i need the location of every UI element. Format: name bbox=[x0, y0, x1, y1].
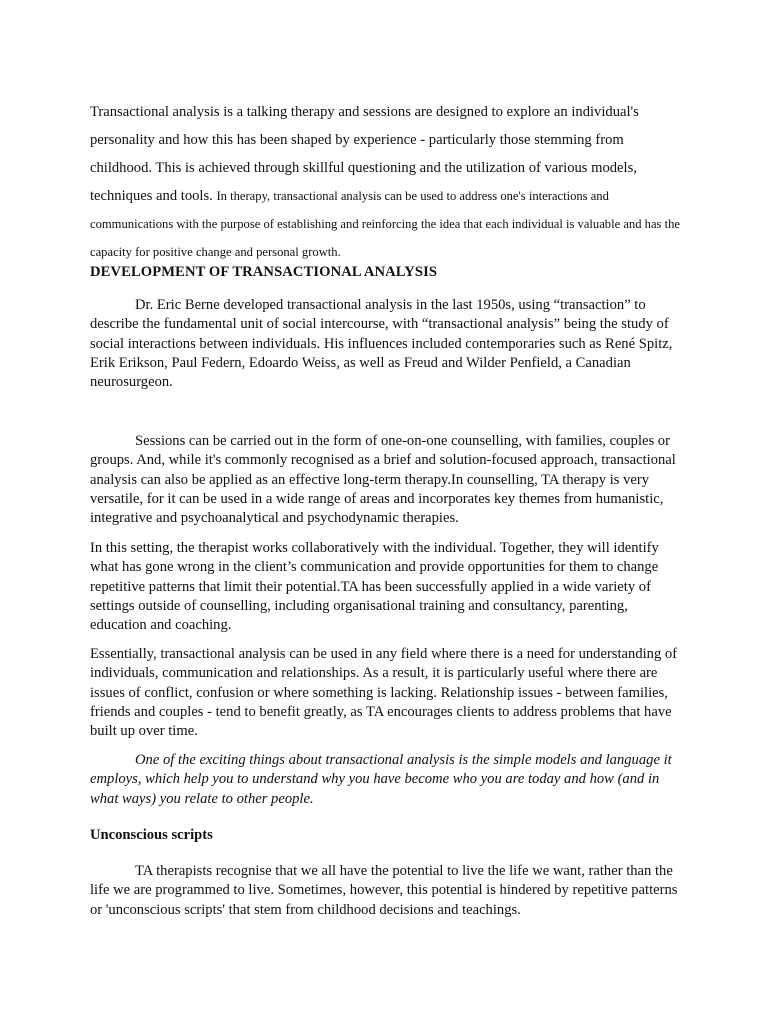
paragraph-scripts: TA therapists recognise that we all have the potential to live the life we want, rather than the life we are programmed to live. Sometimes, however, this potential is hindered by repetitive patterns or 'unconscious scripts' that stem from childhood decisions and teachings. bbox=[90, 863, 678, 918]
intro-paragraph bbox=[90, 98, 680, 266]
quote-paragraph: One of the exciting things about transactional analysis is the simple models and language it employs, which help you to understand why you have become who you are today and how (and in what ways) you relate to other people. bbox=[90, 752, 672, 807]
subheading-unconscious-scripts: Unconscious scripts bbox=[90, 827, 213, 843]
section-heading: DEVELOPMENT OF TRANSACTIONAL ANALYSIS bbox=[90, 264, 438, 280]
paragraph-setting: In this setting, the therapist works collaboratively with the individual. Together, they will identify what has gone wrong in the client’s communication and provide opportunities for them to change repetitive patterns that limit their potential.TA has been successfully applied in a wide variety of settings outside of counselling, including organisational training and consultancy, parenting, education and coaching. bbox=[90, 540, 659, 634]
paragraph-sessions: Sessions can be carried out in the form of one-on-one counselling, with families, couples or groups. And, while it's commonly recognised as a brief and solution-focused approach, transactional analysis can also be applied as an effective long-term therapy.In counselling, TA therapy is very versatile, for it can be used in a wide range of areas and incorporates key themes from humanistic, integrative and psychoanalytical and psychodynamic therapies. bbox=[90, 433, 676, 527]
paragraph-berne: Dr. Eric Berne developed transactional analysis in the last 1950s, using “transaction” to describe the fundamental unit of social intercourse, with “transactional analysis” being the study of social interactions between individuals. His influences included contemporaries such as René Spitz, Erik Erikson, Paul Federn, Edoardo Weiss, as well as Freud and Wilder Penfield, a Canadian neurosurgeon. bbox=[90, 297, 673, 391]
paragraph-essentially: Essentially, transactional analysis can be used in any field where there is a need for understanding of individuals, communication and relationships. As a result, it is particularly useful where there are issues of conflict, confusion or where something is lacking. Relationship issues - between families, friends and couples - tend to benefit greatly, as TA encourages clients to address problems that have built up over time. bbox=[90, 646, 678, 740]
intro-text-main: Transactional analysis is a talking therapy and sessions are designed to explore an individual's personality and how this has been shaped by experience - particularly those stemming from childhood. This is achieved through skillful questioning and the utilization of various models, techniques and tools. bbox=[90, 104, 639, 204]
intro-text-small: In therapy, transactional analysis can be used to address one's interactions and communications with the purpose of establishing and reinforcing the idea that each individual is valuable and has the capacity for positive change and personal growth. bbox=[90, 189, 680, 259]
